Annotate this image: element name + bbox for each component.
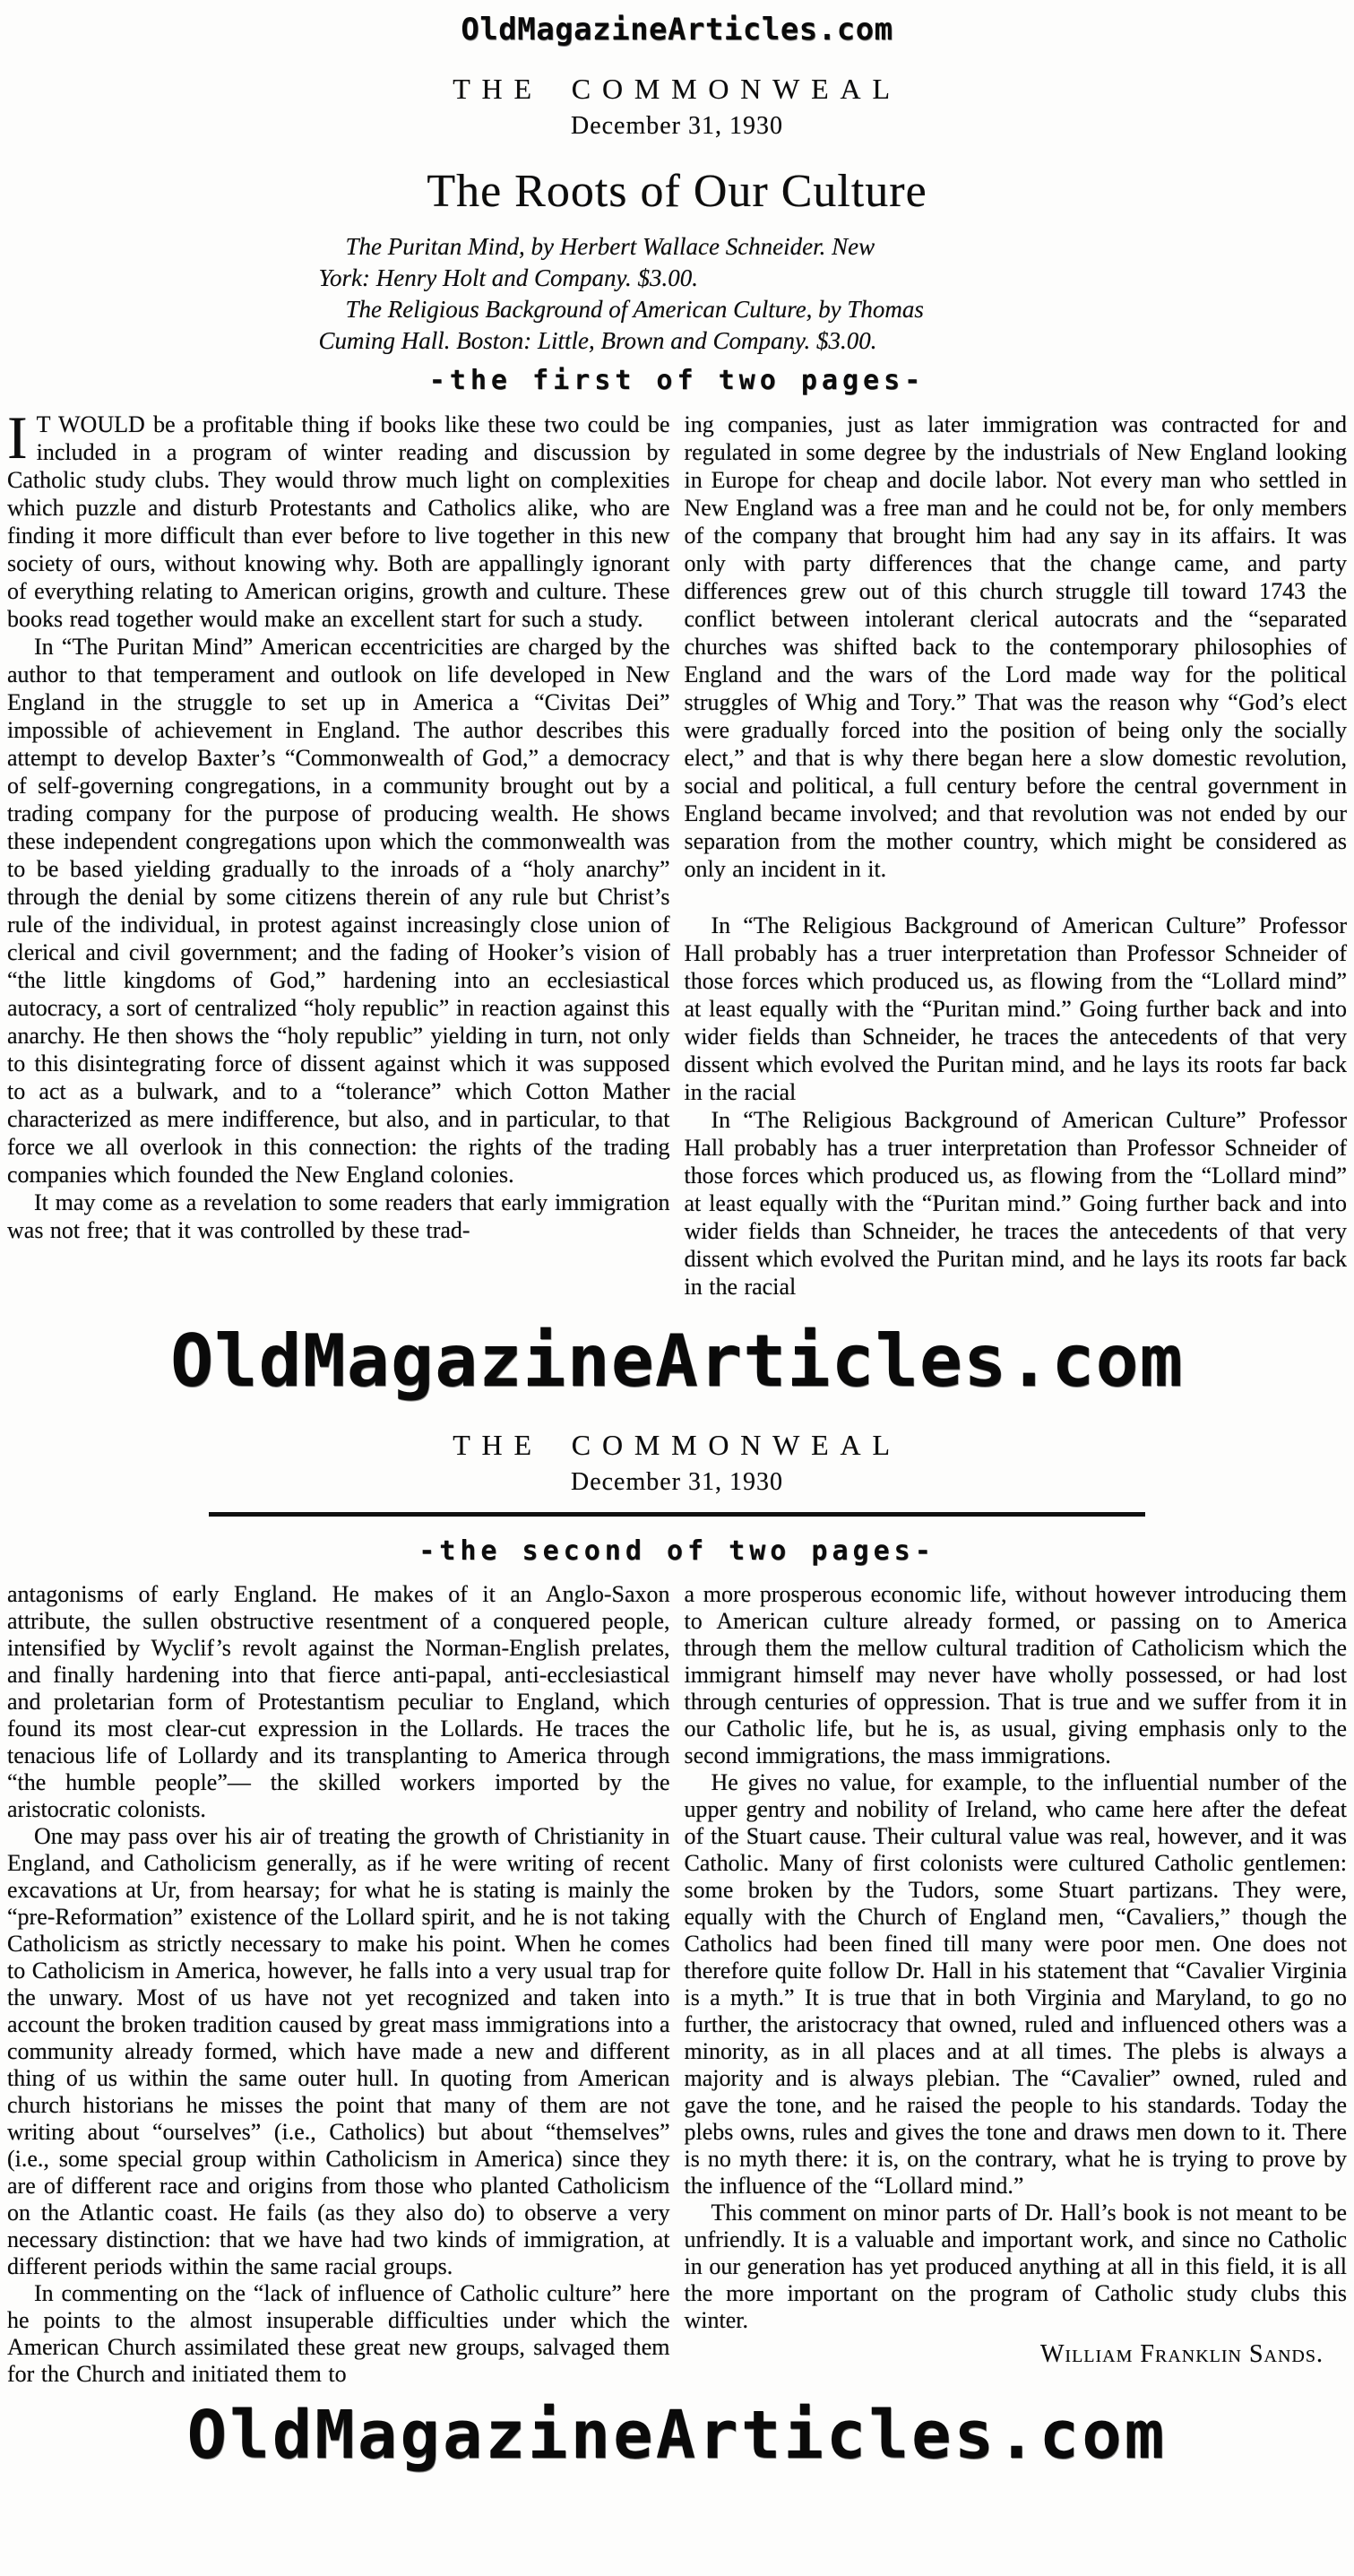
paragraph: In commenting on the “lack of influence of Catholic culture” here he points to the almost insuperable difficulties under which the American Church assimilated these great new groups, salvaged them for the Church and initiated them to: [7, 2280, 670, 2387]
paragraph: antagonisms of early England. He makes of it an Anglo-Saxon attribute, the sullen obstructive resentment of a conquered people, intensified by Wyclif’s revolt against the Norman-English prelates, and finally hardening into that fierce anti-papal, anti-ecclesiastical and proletarian form of Protestantism peculiar to England, which found its most clear-cut expression in the Lollards. He traces the tenacious life of Lollardy and its transplanting to America through “the humble people”— the skilled workers imported by the aristocratic colonists.: [7, 1581, 670, 1822]
paragraph: It may come as a revelation to some readers that early immigration was not free; that it was controlled by these trad-: [7, 1189, 670, 1243]
author-signature: William Franklin Sands.: [1040, 2340, 1324, 2368]
page-tag-first: -the first of two pages-: [428, 365, 926, 396]
page2-left-column: [7, 1581, 670, 2388]
page2-masthead: [0, 1320, 1354, 1569]
paragraph: This comment on minor parts of Dr. Hall’s book is not meant to be unfriendly. It is a valuable and important work, and since no Catholic in our generation has yet produced anything at all in this field, it is all the more important on the program of Catholic study clubs this winter.: [684, 2200, 1347, 2333]
paragraph: In “The Religious Background of American Culture” Professor Hall probably has a truer interpretation than Professor Schneider of those forces which produced us, as flowing from the “Lollard mind” at least equally with the “Puritan mind.” Going further back and into wider fields than Schneider, he traces the antecedents of that very dissent which evolved the Puritan mind, and he lays its roots far back in the racial: [684, 1107, 1347, 1300]
page1-left-column: [7, 403, 670, 1301]
magazine-name-2: THE COMMONWEAL: [453, 1429, 901, 1461]
issue-date: December 31, 1930: [570, 112, 784, 140]
citation-line: York: Henry Holt and Company. $3.00.: [318, 264, 698, 291]
book-citations: [319, 231, 1036, 357]
page1-masthead: [0, 0, 1354, 398]
citation-line: The Puritan Mind, by Herbert Wallace Schneider. New: [345, 233, 875, 260]
page1-right-column: [685, 411, 1348, 1301]
site-logo-middle: OldMagazineArticles.com: [170, 1319, 1184, 1403]
paragraph: One may pass over his air of treating the growth of Christianity in England, and Catholicism generally, as if he were writing of recent excavations at Ur, from hearsay; for what he is stating is mainly the “pre-Reformation” existence of the Lollard spirit, and he is not taking Catholicism as strictly necessary to make his point. When he comes to Catholicism in America, however, he falls into a very usual trap for the unwary. Most of us have not yet recognized and taken into account the broken tradition caused by great mass immigrations into a community already formed, which have made a new and different thing of us within the same outer hull. In quoting from American church historians he misses the point that many of them are not writing about “ourselves” (i.e., Catholics) but about “themselves” (i.e., some special group within Catholicism in America) since they are of different race and origins from those who planted Catholicism on the Atlantic coast. He fails (as they also do) to observe a very necessary distinction: that we have had two kinds of immigration, at different periods within the same racial groups.: [7, 1823, 670, 2279]
magazine-name: THE COMMONWEAL: [453, 73, 901, 105]
paragraph: In “The Puritan Mind” American eccentricities are charged by the author to that temperament and outlook on life developed in New England in the struggle to set up in America a “Civitas Dei” impossible of achievement in England. The author describes this attempt to develop Baxter’s “Commonwealth of God,” a democracy of self-governing congregations, in a community brought out by a trading company for the purpose of producing wealth. He shows these independent congregations upon which the commonwealth was to be based yielding gradually to the inroads of a “holy anarchy” through the denial by some citizens therein of any rule but Christ’s rule of the individual, in protest against increasingly close union of clerical and civil government; and the fading of Hooker’s vision of “the little kingdoms of God,” hardening into an ecclesiastical autocracy, a sort of centralized “holy republic” in reaction against this anarchy. He then shows the “holy republic” yielding in turn, not only to this disintegrating force of dissent against which it was supposed to act as a bulwark, and to a “tolerance” which Cotton Mather characterized as mere indifference, but also, and in particular, to that force we all overlook in this connection: the rights of the trading companies which founded the New England colonies.: [7, 634, 670, 1188]
citation-line: Cuming Hall. Boston: Little, Brown and Company. $3.00.: [318, 327, 877, 354]
page1-columns: [0, 403, 1354, 1301]
paragraph: He gives no value, for example, to the influential number of the upper gentry and nobility of Ireland, who came here after the defeat of the Stuart cause. Their cultural value was real, however, and it was Catholic. Many of first colonists were cultured Catholic gentlemen: some broken by the Tudors, some Stuart partizans. They were, equally with the Church of England men, “Cavaliers,” though the Catholics had been fined till many were poor men. One does not therefore quite follow Dr. Hall in his statement that “Cavalier Virginia is a myth.” It is true that in both Virginia and Maryland, to go no further, the aristocracy that owned, ruled and influenced others was a minority, as in all places and at all times. The plebs is always a majority and is always plebian. The “Cavalier” owned, ruled and gave the tone, and he raised the people to his standards. Today the plebs owns, rules and gives the tone and draws men down to it. There is no myth there: it is, on the contrary, what he is trying to prove by the influence of the “Lollard mind.”: [684, 1769, 1347, 2199]
divider-rule: [209, 1512, 1145, 1517]
site-logo-bottom: OldMagazineArticles.com: [186, 2397, 1168, 2474]
paragraph: In “The Religious Background of American Culture” Professor Hall probably has a truer interpretation than Professor Schneider of those forces which produced us, as flowing from the “Lollard mind” at least equally with the “Puritan mind.” Going further back and into wider fields than Schneider, he traces the antecedents of that very dissent which evolved the Puritan mind, and he lays its roots far back in the racial: [684, 912, 1347, 1105]
citation-line: The Religious Background of American Culture, by Thomas: [345, 296, 924, 323]
paragraph: IT WOULD be a profitable thing if books like these two could be included in a program of winter reading and discussion by Catholic study clubs. They would throw much light on complexities which puzzle and disturb Protestants and Catholics alike, who are finding it more difficult than ever before to live together in this new society of ours, without knowing why. Both are appallingly ignorant of everything relating to American origins, growth and culture. These books read together would make an excellent start for such a study.: [7, 403, 670, 632]
page2-columns: [0, 1581, 1354, 2388]
site-logo-top: OldMagazineArticles.com: [461, 12, 893, 48]
article-title: The Roots of Our Culture: [427, 166, 927, 217]
paragraph: a more prosperous economic life, without however introducing them to American culture already formed, or passing on to America through them the mellow cultural tradition of Catholicism which the immigrant himself may never have wholly possessed, or had lost through centuries of oppression. That is true and we suffer from it in our Catholic life, but he is, as usual, giving emphasis only to the second immigrations, the mass immigrations.: [684, 1581, 1347, 1768]
issue-date-2: December 31, 1930: [570, 1468, 784, 1496]
page-tag-second: -the second of two pages-: [418, 1535, 936, 1567]
page-footer: [0, 2397, 1354, 2474]
page2-right-column: [685, 1581, 1348, 2388]
paragraph: ing companies, just as later immigration was contracted for and regulated in some degree by the industrials of New England looking in Europe for cheap and docile labor. Not every man who settled in New England was a free man and he could not be, for only members of the company that brought him had any say in its affairs. It was only with party differences that the change came, and party differences grew out of this church struggle till toward 1743 the conflict between intolerant clerical autocrats and the “separated churches was shifted back to the contemporary philosophies of England and the wars of the Lord made way for the political struggles of Whig and Tory.” That was the reason why “God’s elect were gradually forced into the position of being only the socially elect,” and that is why there began here a slow domestic revolution, social and political, a full century before the central government in England became involved; and that revolution was not ended by our separation from the mother country, which might be considered as only an incident in it.: [684, 411, 1347, 882]
